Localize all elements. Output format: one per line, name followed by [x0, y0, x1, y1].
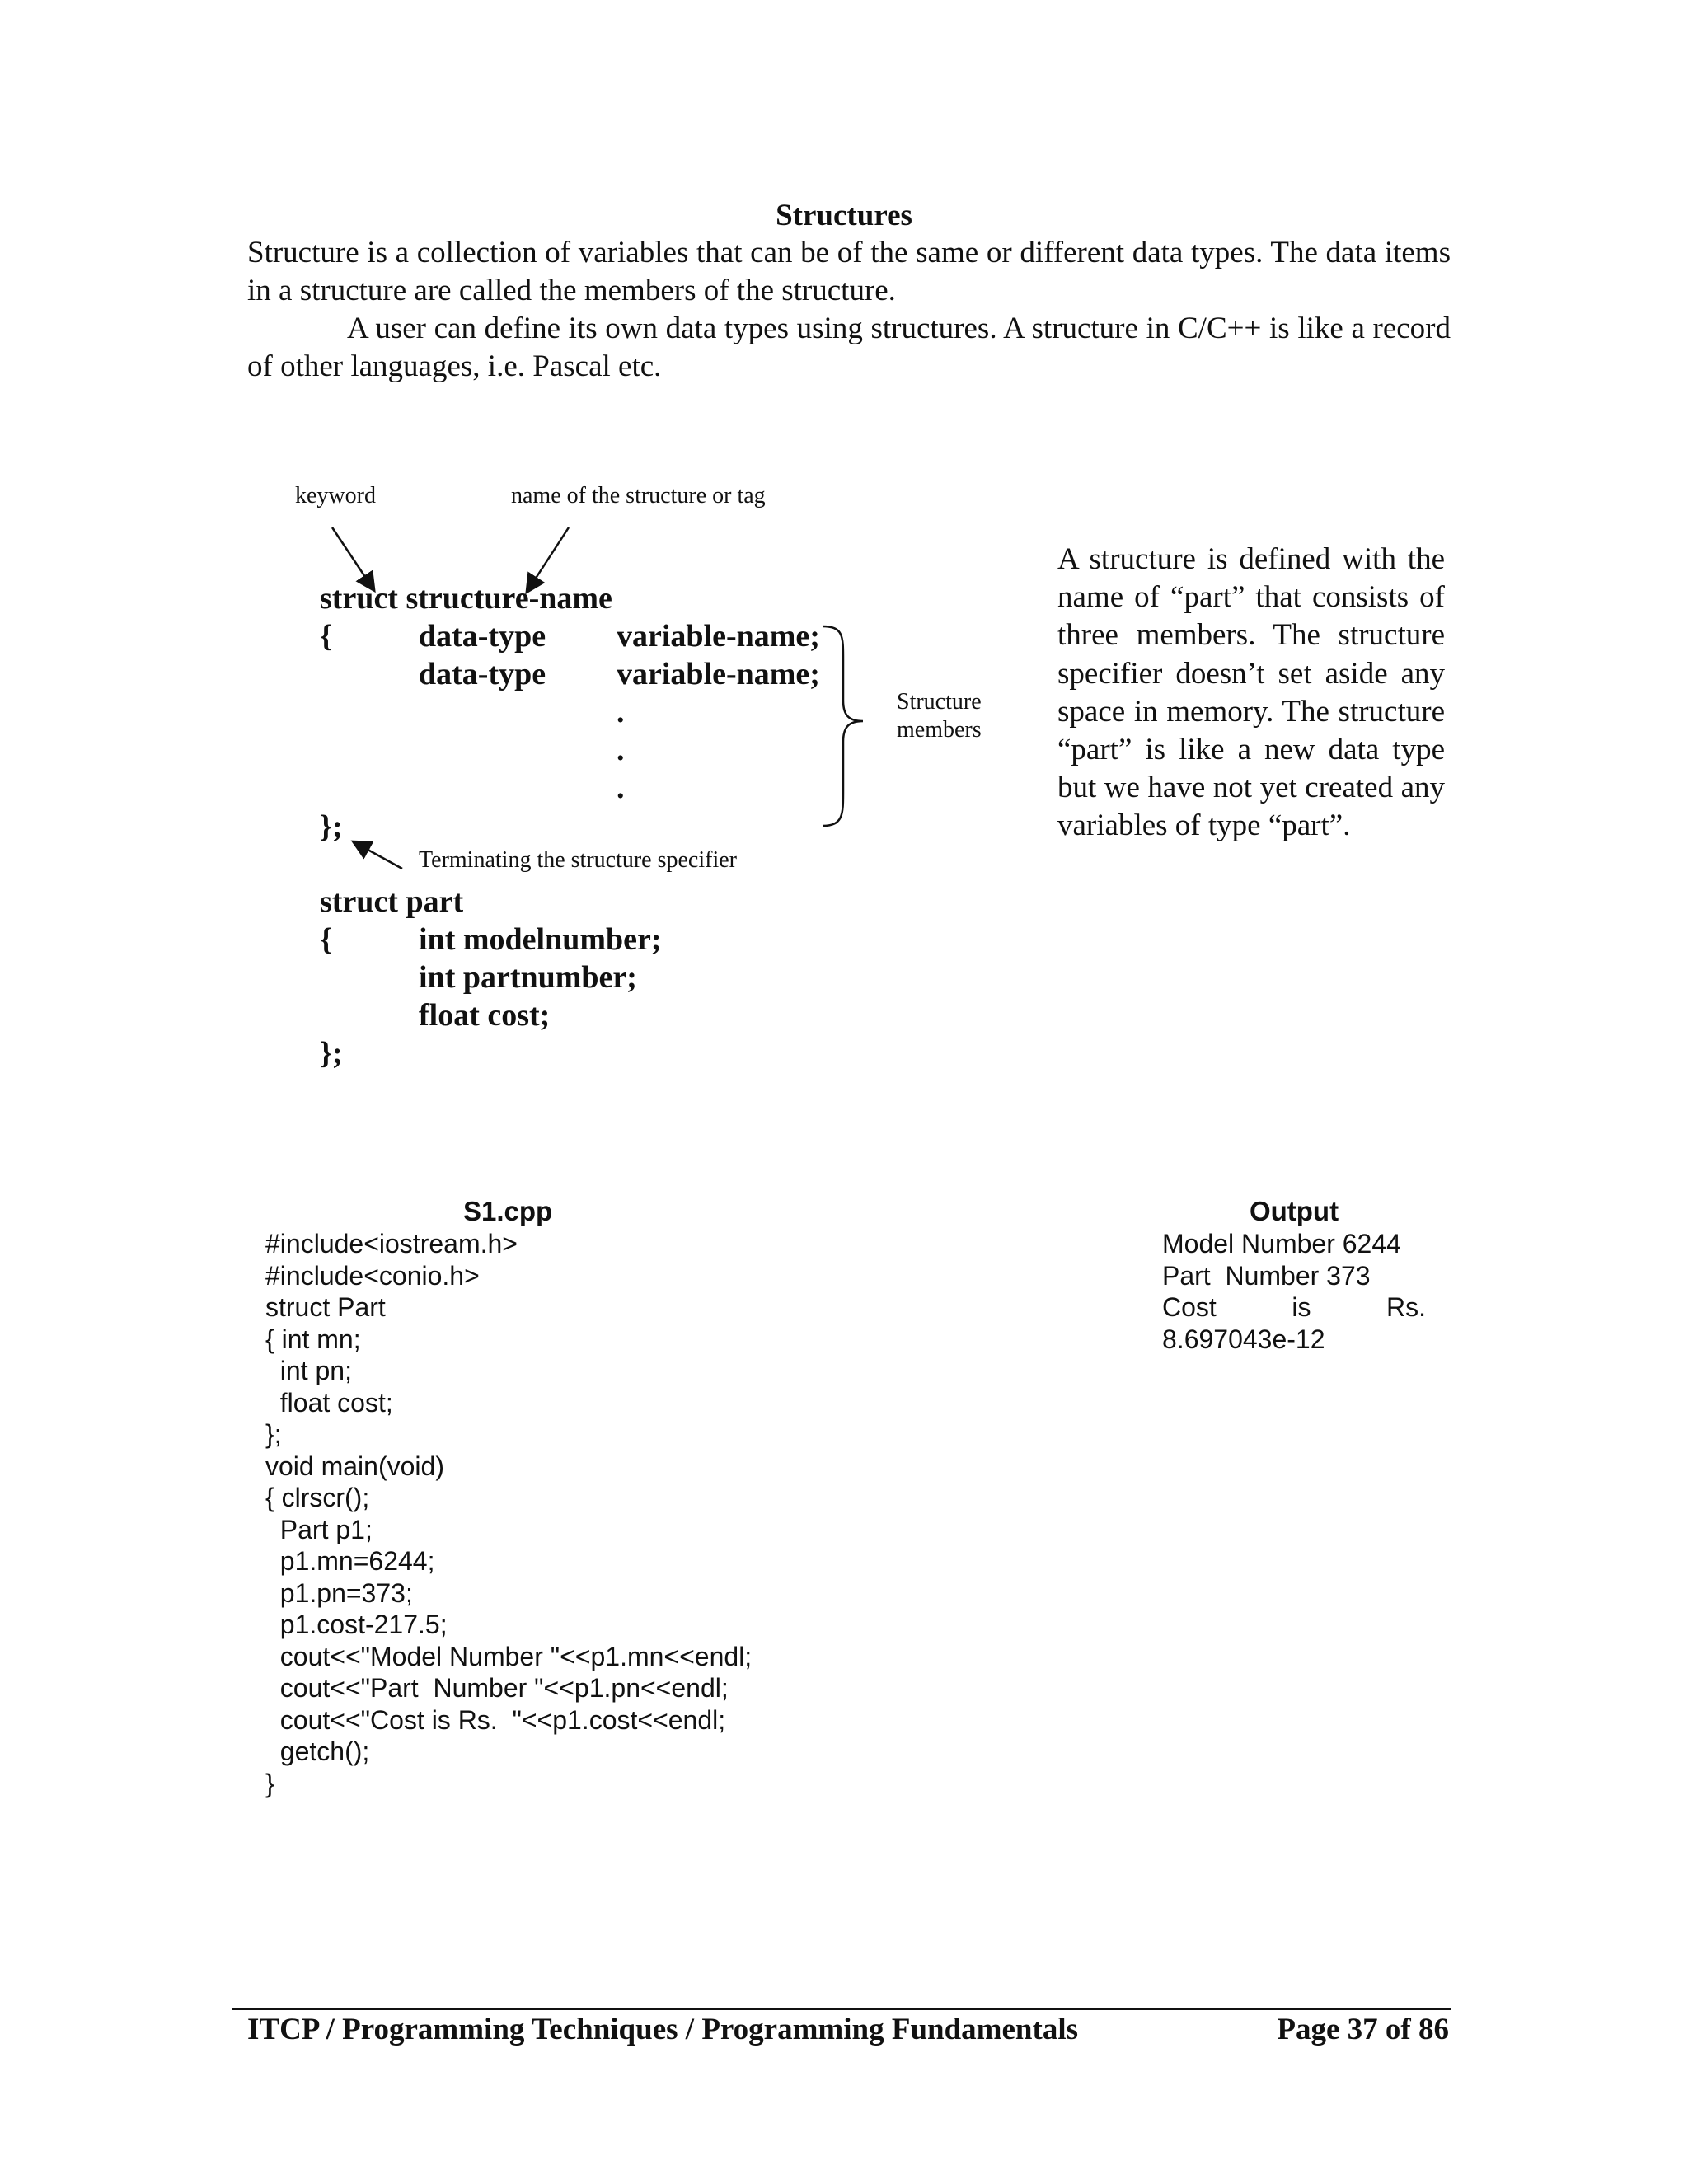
example-open-brace: {	[320, 922, 332, 957]
source-line: struct Part	[265, 1292, 386, 1322]
example-member: float cost;	[419, 998, 551, 1033]
source-line: cout<<"Cost is Rs. "<<p1.cost<<endl;	[265, 1704, 726, 1735]
source-line: void main(void)	[265, 1451, 444, 1481]
syntax-open-brace: {	[320, 619, 332, 654]
source-line: cout<<"Part Number "<<p1.pn<<endl;	[265, 1673, 729, 1703]
output-cost-line	[1162, 1291, 1426, 1324]
footer-page-number: Page 37 of 86	[1277, 2013, 1449, 2046]
terminating-arrow	[354, 842, 402, 869]
intro-paragraph-1: Structure is a collection of variables that can be of the same or different data types. The data items in a structure are called the members of the structure.	[247, 236, 1451, 307]
example-struct-line: struct part	[320, 884, 464, 919]
terminating-label: Terminating the structure specifier	[419, 847, 737, 873]
members-label-line-1: Structure	[897, 689, 982, 715]
source-line: };	[265, 1419, 282, 1449]
output-title: Output	[1249, 1196, 1339, 1226]
output-cost-value: 8.697043e-12	[1162, 1324, 1325, 1354]
output-word: is	[1292, 1292, 1311, 1322]
source-line: int pn;	[265, 1356, 352, 1385]
output-line: Part Number 373	[1162, 1260, 1371, 1291]
intro-paragraph-2: A user can define its own data types using structures. A structure in C/C++ is like a record of other languages, i.e. Pascal etc.	[247, 312, 1451, 383]
syntax-ellipsis-dot: .	[617, 695, 625, 729]
structure-explanation: A structure is defined with the name of “part” that consists of three members. The structure specifier doesn’t set aside any space in memory. The structure “part” is like a new data type but we have not yet created any variables of type “part”.	[1057, 542, 1445, 843]
source-code-listing	[265, 1228, 752, 1799]
source-line: { clrscr();	[265, 1483, 370, 1512]
syntax-ellipsis-dot: .	[617, 771, 625, 805]
source-line: #include<iostream.h>	[265, 1229, 518, 1258]
source-file-title: S1.cpp	[463, 1196, 553, 1226]
source-line: p1.pn=373;	[265, 1577, 413, 1608]
output-word: Rs.	[1386, 1292, 1426, 1322]
output-word: Cost	[1162, 1292, 1217, 1322]
syntax-member-name: variable-name;	[617, 657, 820, 691]
page-title: Structures	[776, 199, 912, 232]
syntax-member-type: data-type	[419, 657, 546, 691]
members-brace	[823, 626, 863, 826]
source-line: cout<<"Model Number "<<p1.mn<<endl;	[265, 1641, 753, 1671]
keyword-label: keyword	[295, 483, 376, 509]
members-label-line-2: members	[897, 717, 982, 743]
syntax-struct-line: struct structure-name	[320, 581, 612, 616]
source-line: getch();	[265, 1736, 370, 1766]
syntax-member-type: data-type	[419, 619, 546, 654]
source-line: p1.cost-217.5;	[265, 1610, 448, 1639]
footer-divider	[232, 2008, 1451, 2010]
source-line: { int mn;	[265, 1324, 361, 1354]
source-line: }	[265, 1768, 274, 1798]
syntax-member-name: variable-name;	[617, 619, 820, 654]
source-line: p1.mn=6244;	[265, 1546, 435, 1576]
example-close-brace: };	[320, 1036, 343, 1071]
footer-course-title: ITCP / Programming Techniques / Programming Fundamentals	[247, 2013, 1078, 2046]
source-line: Part p1;	[265, 1514, 373, 1544]
structure-name-label: name of the structure or tag	[511, 483, 766, 509]
source-line: #include<conio.h>	[265, 1260, 480, 1291]
syntax-close-brace: };	[320, 809, 343, 844]
syntax-ellipsis-dot: .	[617, 733, 625, 767]
source-line: float cost;	[265, 1387, 393, 1418]
example-member: int partnumber;	[419, 960, 637, 995]
program-output	[1162, 1228, 1426, 1355]
output-line: Model Number 6244	[1162, 1229, 1401, 1258]
example-member: int modelnumber;	[419, 922, 662, 957]
